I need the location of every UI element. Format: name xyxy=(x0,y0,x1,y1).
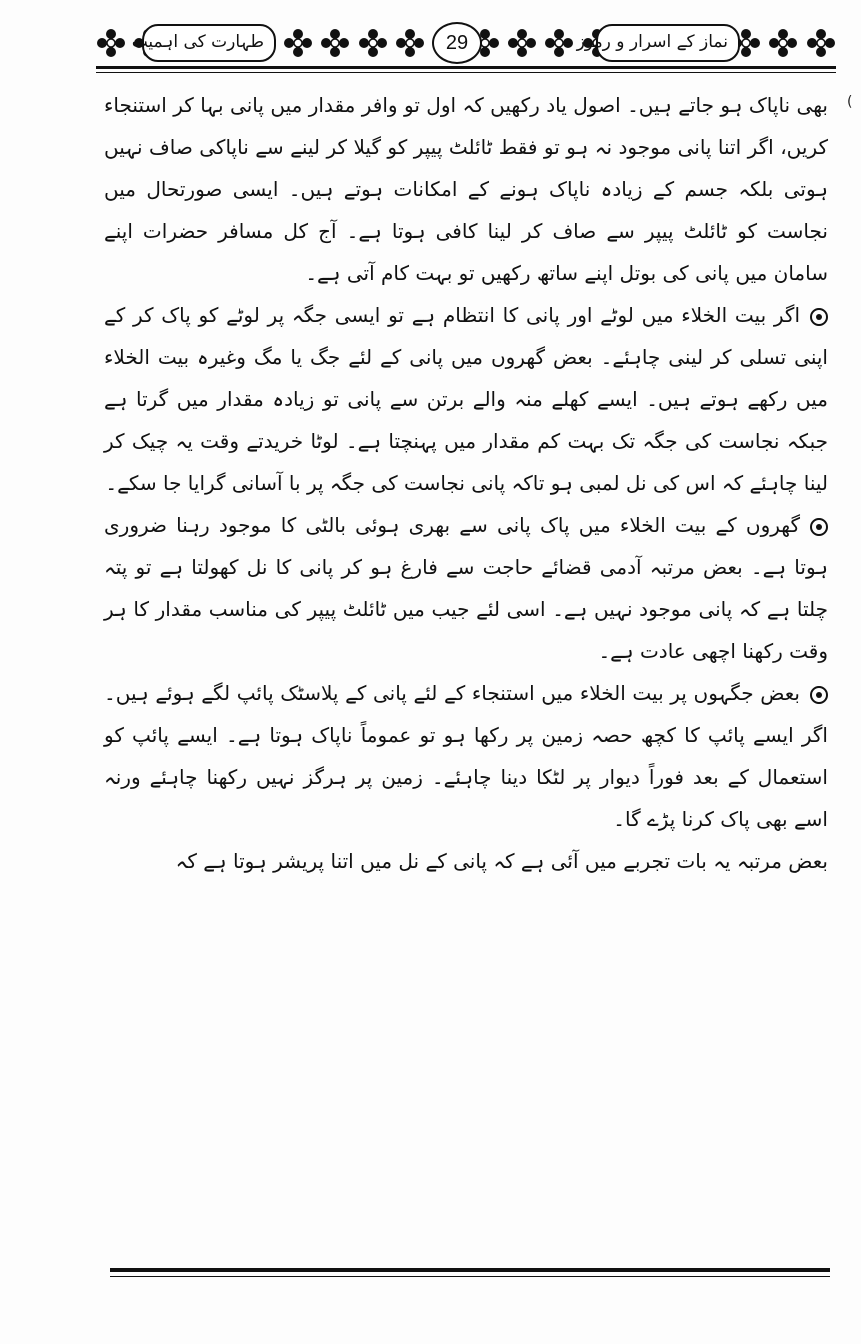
floral-ornament-icon xyxy=(96,28,126,58)
floral-ornament-icon xyxy=(320,28,350,58)
floral-ornament-icon xyxy=(768,28,798,58)
header-rule-thin xyxy=(96,72,836,73)
footer-rule-thin xyxy=(110,1276,830,1277)
margin-mark: ( xyxy=(847,94,853,110)
bullet-paragraph xyxy=(104,294,828,504)
floral-ornament-icon xyxy=(806,28,836,58)
page-header xyxy=(96,14,836,74)
paragraph xyxy=(104,840,828,882)
paragraph-text: اگر بیت الخلاء میں لوٹے اور پانی کا انتظام ہے تو ایسی جگہ پر لوٹے کو پاک کر کے اپنی تسلی کر لینی چاہئے۔ بعض گھروں میں پانی کے لئے جگ یا مگ وغیرہ بیت الخلاء میں رکھے ہوتے ہیں۔ ایسے کھلے منہ والے برتن سے پانی تو زیادہ مقدار میں گرتا ہے جبکہ نجاست کی جگہ تک بہت کم مقدار میں پہنچتا ہے۔ لوٹا خریدتے وقت یہ چیک کر لینا چاہئے کہ اس کی نل لمبی ہو تاکہ پانی نجاست کی جگہ پر با آسانی گرایا جا سکے۔ xyxy=(104,303,828,495)
paragraph-text: بعض جگہوں پر بیت الخلاء میں استنجاء کے لئے پانی کے پلاسٹک پائپ لگے ہوئے ہیں۔ اگر ایسے پائپ کا کچھ حصہ زمین پر رکھا ہو تو عموماً ناپاک ہوتا ہے۔ ایسے پائپ کو استعمال کے بعد فوراً دیوار پر لٹکا دینا چاہئے۔ زمین پر ہرگز نہیں رکھنا چاہئے ورنہ اسے بھی پاک کرنا پڑے گا۔ xyxy=(104,681,828,831)
footer-rule xyxy=(110,1268,830,1272)
circle-dot-bullet-icon xyxy=(810,686,828,704)
book-title: نماز کے اسرار و رموز xyxy=(596,24,740,62)
header-rule xyxy=(96,66,836,69)
paragraph-text: گھروں کے بیت الخلاء میں پاک پانی سے بھری ہوئی بالٹی کا موجود رہنا ضروری ہوتا ہے۔ بعض مرتبہ آدمی قضائے حاجت سے فارغ ہو کر پانی کا نل کھولتا ہے تو پتہ چلتا ہے کہ پانی موجود نہیں ہے۔ اسی لئے جیب میں ٹائلٹ پیپر کی مناسب مقدار کا ہر وقت رکھنا اچھی عادت ہے۔ xyxy=(104,513,828,663)
paragraph-text: بعض مرتبہ یہ بات تجربے میں آئی ہے کہ پانی کے نل میں اتنا پریشر ہوتا ہے کہ xyxy=(175,849,828,873)
bullet-paragraph xyxy=(104,672,828,840)
bullet-paragraph xyxy=(104,504,828,672)
paragraph-text: بھی ناپاک ہو جاتے ہیں۔ اصول یاد رکھیں کہ اول تو وافر مقدار میں پانی بہا کر استنجاء کریں، اگر اتنا پانی موجود نہ ہو تو فقط ٹائلٹ پیپر کو گیلا کر لینے سے ناپاکی صاف نہیں ہوتی بلکہ جسم کے زیادہ ناپاک ہونے کے امکانات ہوتے ہیں۔ ایسی صورتحال میں نجاست کو ٹائلٹ پیپر سے صاف کر لینا کافی ہوتا ہے۔ آج کل مسافر حضرات اپنے سامان میں پانی کی بوتل اپنے ساتھ رکھیں تو بہت کام آتی ہے۔ xyxy=(104,93,828,285)
paragraph xyxy=(104,84,828,294)
circle-dot-bullet-icon xyxy=(810,308,828,326)
floral-ornament-icon xyxy=(507,28,537,58)
floral-ornament-icon xyxy=(358,28,388,58)
body-text xyxy=(104,84,828,882)
circle-dot-bullet-icon xyxy=(810,518,828,536)
floral-ornament-icon xyxy=(544,28,574,58)
floral-ornament-icon xyxy=(283,28,313,58)
chapter-title: طہارت کی اہمیت xyxy=(142,24,276,62)
page-number: 29 xyxy=(432,22,482,64)
floral-ornament-icon xyxy=(395,28,425,58)
